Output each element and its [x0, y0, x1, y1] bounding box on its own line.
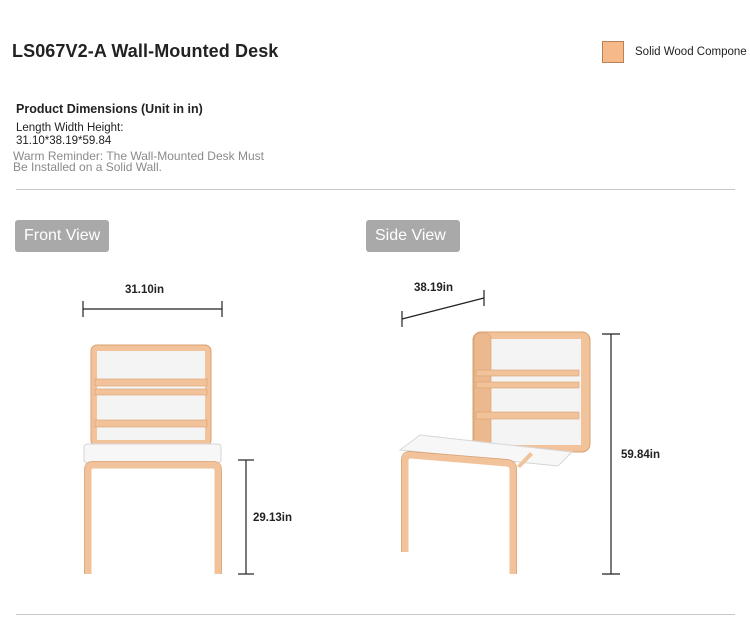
front-width-label: 31.10in — [125, 284, 164, 296]
dimensions-heading: Product Dimensions (Unit in in) — [16, 102, 203, 116]
front-desk-top — [84, 444, 221, 463]
side-legs-outline — [402, 452, 517, 575]
side-view-label: Side View — [366, 220, 460, 252]
front-legs-outline — [85, 462, 222, 575]
front-view-label: Front View — [15, 220, 109, 252]
product-title: LS067V2-A Wall-Mounted Desk — [12, 41, 279, 61]
bottom-divider — [16, 614, 735, 615]
dimensions-value: 31.10*38.19*59.84 — [16, 135, 112, 147]
front-width-dimension — [83, 301, 222, 317]
front-view-drawing — [83, 284, 292, 574]
side-height-label: 59.84in — [621, 449, 660, 461]
side-depth-label: 38.19in — [414, 282, 453, 294]
front-legs — [88, 465, 218, 574]
side-cabinet — [473, 332, 590, 452]
front-cabinet — [91, 345, 211, 446]
side-legs — [405, 455, 513, 574]
dimensions-label: Length Width Height: — [16, 122, 124, 134]
reminder-line-1: Warm Reminder: The Wall-Mounted Desk Must — [13, 149, 264, 163]
side-view-drawing — [400, 282, 660, 574]
front-height-dimension — [238, 460, 254, 574]
side-height-dimension — [602, 334, 620, 574]
legend-label: Solid Wood Compone — [635, 46, 747, 58]
reminder-line-2: Be Installed on a Solid Wall. — [13, 160, 162, 174]
front-height-label: 29.13in — [253, 512, 292, 524]
side-depth-dimension — [402, 290, 484, 327]
